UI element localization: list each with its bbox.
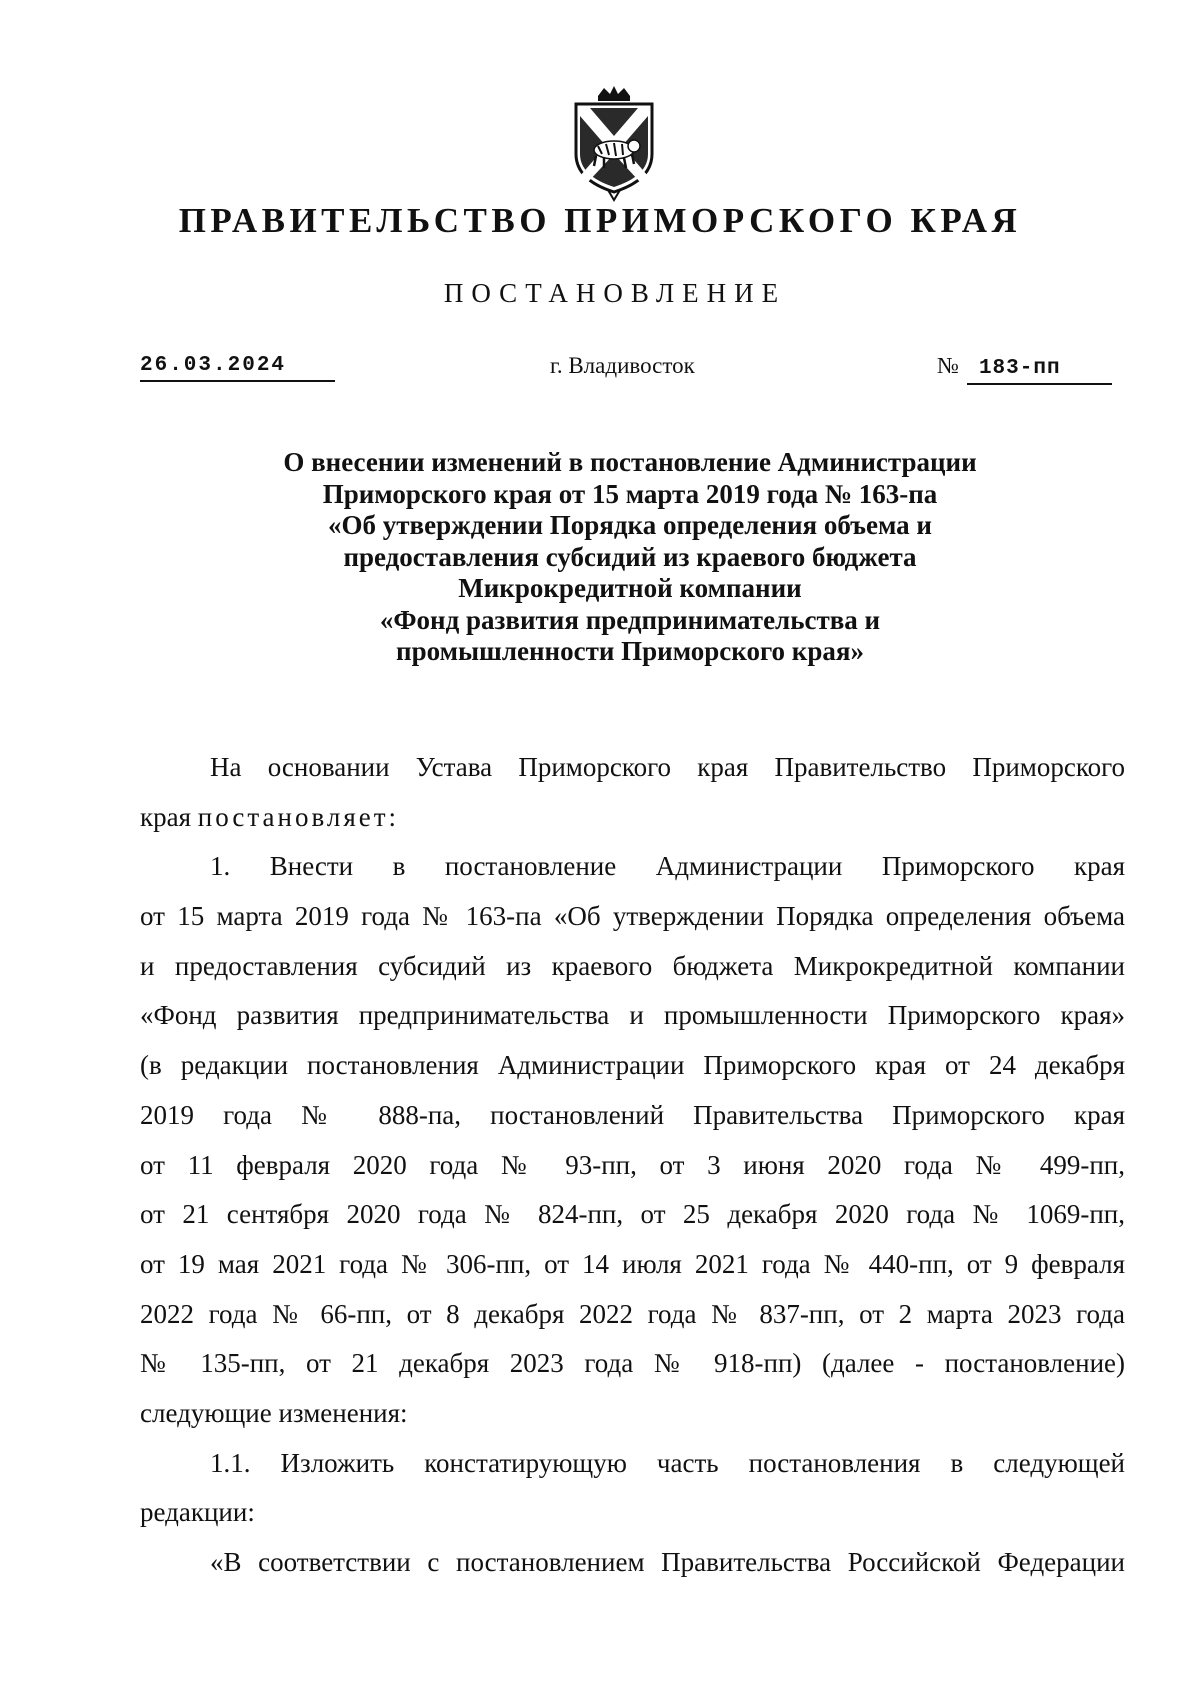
heading-line: промышленности Приморского края»	[396, 636, 864, 666]
body-line: от 15 марта 2019 года № 163-па «Об утверждении Порядка определения объема	[140, 901, 1125, 932]
document-number: 183-пп	[967, 355, 1112, 385]
body-line: и предоставления субсидий из краевого бюджета Микрокредитной компании	[140, 950, 1125, 981]
body-line: 1. Внести в постановление Администрации Приморского края	[210, 851, 1125, 882]
document-city: г. Владивосток	[550, 353, 695, 378]
body-line: «В соответствии с постановлением Правительства Российской Федерации	[210, 1547, 1125, 1577]
body-line: от 19 мая 2021 года № 306-пп, от 14 июля 2021 года № 440-пп, от 9 февраля	[140, 1248, 1125, 1279]
body-line: 2022 года № 66-пп, от 8 декабря 2022 года № 837-пп, от 2 марта 2023 года	[140, 1298, 1125, 1329]
document-type: ПОСТАНОВЛЕНИЕ	[443, 278, 787, 308]
number-sign: №	[937, 353, 959, 378]
heading-line: «Об утверждении Порядка определения объема и	[328, 510, 932, 540]
document-number-block	[937, 352, 1137, 385]
coat-of-arms-icon	[568, 84, 660, 202]
government-title: ПРАВИТЕЛЬСТВО ПРИМОРСКОГО КРАЯ	[178, 201, 1022, 240]
document-heading	[160, 447, 1100, 668]
document-meta-row	[140, 352, 1140, 392]
body-line: 2019 года № 888-па, постановлений Правительства Приморского края	[140, 1099, 1125, 1130]
body-line	[140, 793, 1125, 843]
body-line: 1.1. Изложить констатирующую часть постановления в следующей	[210, 1447, 1125, 1478]
heading-line: Микрокредитной компании	[458, 573, 802, 603]
body-line: На основании Устава Приморского края Правительство Приморского	[210, 752, 1125, 782]
heading-line: «Фонд развития предпринимательства и	[379, 604, 881, 635]
body-line: «Фонд развития предпринимательства и промышленности Приморского края»	[140, 1000, 1125, 1031]
body-text-fragment: края	[140, 801, 198, 832]
heading-line: предоставления субсидий из краевого бюджета	[343, 541, 917, 572]
body-line: от 21 сентября 2020 года № 824-пп, от 25 декабря 2020 года № 1069-пп,	[140, 1199, 1125, 1230]
body-line: следующие изменения:	[140, 1397, 408, 1428]
document-date: 26.03.2024	[140, 352, 335, 382]
document-body	[140, 743, 1125, 1588]
body-line: от 11 февраля 2020 года № 93-пп, от 3 июня 2020 года № 499-пп,	[140, 1149, 1125, 1180]
body-line: (в редакции постановления Администрации Приморского края от 24 декабря	[140, 1050, 1125, 1081]
heading-line: Приморского края от 15 марта 2019 года № 163-па	[322, 478, 938, 509]
body-line: редакции:	[140, 1497, 255, 1528]
heading-line: О внесении изменений в постановление Администрации	[283, 447, 977, 477]
body-line: № 135-пп, от 21 декабря 2023 года № 918-пп) (далее - постановление)	[140, 1348, 1125, 1379]
resolves-word: постановляет:	[197, 801, 400, 832]
